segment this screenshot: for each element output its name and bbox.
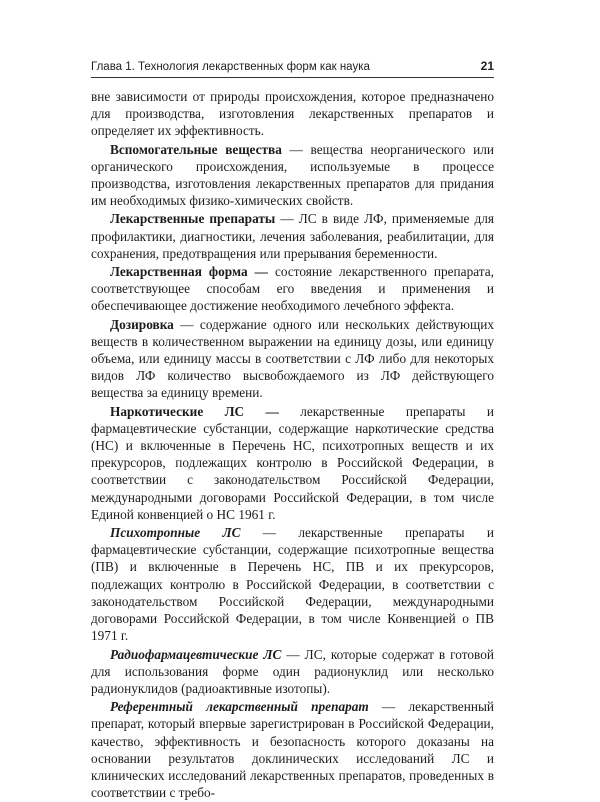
definition-text: — ЛС в виде ЛФ, применяемые для профилактики, диагностики, лечения заболевания, реабилитации, для сохранения, предотвращения или прерывания беременности. xyxy=(91,211,494,261)
term-dosage: Дозировка xyxy=(110,316,174,332)
term-radiopharmaceuticals: Радиофармацевтические ЛС xyxy=(110,646,282,662)
definition-text: лекарственные препараты и фармацевтические субстанции, содержащие наркотические средства (НС) и включенные в Перечень НС, психотропных веществ и их прекурсоров, подлежащих контролю в Российской Федерации, в соответствии с законодательством Российской Федерации, международными договорами Российской Федерации, в том числе Единой конвенцией о НС 1961 г. xyxy=(91,403,494,522)
page-body xyxy=(91,88,494,802)
definition-paragraph xyxy=(91,210,494,262)
term-reference-product: Референтный лекарственный препарат xyxy=(110,699,369,715)
running-header xyxy=(91,59,494,74)
term-dosage-form: Лекарственная форма — xyxy=(110,264,268,280)
term-narcotic-drugs: Наркотические ЛС — xyxy=(110,403,279,419)
definition-text: — лекарственные препараты и фармацевтические субстанции, содержащие психотропные вещества (ПВ) и включенные в Перечень НС, ПВ и их прекурсоров, подлежащих контролю в Российской Федерации, в соответствии с законодательством Российской Федерации, международными договорами Российской Федерации, в том числе Конвенцией о ПВ 1971 г. xyxy=(91,525,495,644)
definition-text: — вещества неорганического или органического происхождения, используемые в процессе производства, изготовления лекарственных препаратов для придания им необходимых физико-химических свойств. xyxy=(91,141,494,209)
definition-paragraph xyxy=(91,316,494,402)
page-number: 21 xyxy=(480,59,494,73)
chapter-title: Глава 1. Технология лекарственных форм как наука xyxy=(91,61,370,73)
paragraph-text: вне зависимости от природы происхождения, которое предназначено для производства, изготовления лекарственных препаратов и определяет их эффективность. xyxy=(91,89,494,139)
definition-paragraph xyxy=(91,141,494,210)
paragraph-continuation xyxy=(91,88,494,140)
definition-text: — лекарственный препарат, который впервые зарегистрирован в Российской Федерации, качество, эффективность и безопасность которого доказаны на основании результатов доклинических исследований ЛС и клинических исследований лекарственных препаратов, проведенных в соответствии с требо- xyxy=(91,699,494,801)
definition-paragraph xyxy=(91,646,494,698)
term-medicinal-products: Лекарственные препараты xyxy=(110,211,276,227)
term-psychotropic-drugs: Психотропные ЛС xyxy=(110,525,241,541)
header-rule xyxy=(91,77,494,78)
definition-paragraph xyxy=(91,403,494,523)
definition-paragraph xyxy=(91,263,494,315)
definition-text: — ЛС, которые содержат в готовой для использования форме один радионуклид или несколько радионуклидов (радиоактивные изотопы). xyxy=(91,646,495,696)
definition-text: — содержание одного или нескольких действующих веществ в количественном выражении на единицу дозы, или единицу объема, или единицу массы в соответствии с ЛФ либо для некоторых видов ЛФ количество высвобождаемого из ЛФ действующего вещества за единицу времени. xyxy=(91,316,494,401)
definition-text: состояние лекарственного препарата, соответствующее способам его введения и применения и обеспечивающее достижение необходимого лечебного эффекта. xyxy=(91,264,494,314)
definition-paragraph xyxy=(91,524,494,644)
term-excipients: Вспомогательные вещества xyxy=(110,141,282,157)
